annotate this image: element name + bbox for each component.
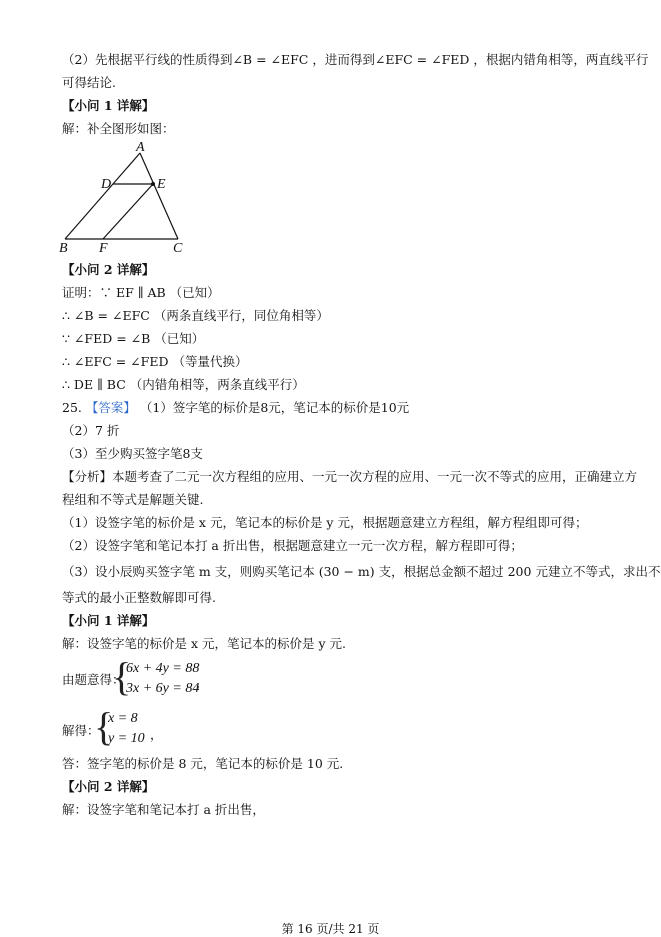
analysis-line-5: （3）设小辰购买签字笔 m 支，则购买笔记本 (30 − m) 支，根据总金额不超过 200 元建立不等式，求出不 (62, 564, 661, 579)
q1-solution: 解：补全图形如图： (62, 121, 175, 136)
s1-answer: 答：签字笔的标价是 8 元，笔记本的标价是 10 元. (62, 756, 344, 771)
proof-line-3: ∵ ∠FED = ∠B （已知） (62, 331, 205, 346)
proof-line-1: 证明：∵ EF ∥ AB （已知） (62, 285, 220, 300)
q25-answer-line (62, 400, 409, 416)
sol-comma: ， (150, 727, 163, 742)
s2-setup: 解：设签字笔和笔记本打 a 折出售， (62, 802, 265, 817)
s1-eq-label: 由题意得： (62, 672, 125, 687)
edge-ab (65, 153, 140, 239)
analysis-line-4: （2）设签字笔和笔记本打 a 折出售，根据题意建立一元一次方程，解方程即可得； (62, 538, 523, 553)
intro-line-1: （2）先根据平行线的性质得到∠B = ∠EFC ，进而得到∠EFC = ∠FED ，根据内错角相等，两直线平行 (62, 52, 649, 67)
proof-line-2: ∴ ∠B = ∠EFC （两条直线平行，同位角相等） (62, 308, 329, 323)
label-e: E (157, 177, 166, 192)
solution-y: y = 10 (108, 731, 145, 746)
heading-q1: 【小问 1 详解】 (62, 98, 155, 113)
edge-ac (140, 153, 178, 239)
equation-1: 6x + 4y = 88 (126, 661, 200, 676)
page-footer: 第 16 页/共 21 页 (281, 922, 380, 936)
label-b: B (59, 241, 68, 256)
triangle-figure (55, 138, 200, 256)
label-f: F (99, 241, 108, 256)
label-c: C (173, 241, 183, 256)
s1-setup: 解：设签字笔的标价是 x 元，笔记本的标价是 y 元. (62, 636, 346, 651)
q25-number: 25. (62, 400, 82, 415)
answer-3: （3）至少购买签字笔8支 (62, 446, 203, 461)
point-e-dot (151, 182, 155, 186)
s1-sol-label: 解得： (62, 723, 100, 738)
answer-tag: 【答案】 (85, 400, 136, 415)
analysis-line-6: 等式的最小正整数解即可得. (62, 590, 216, 605)
heading-q2: 【小问 2 详解】 (62, 262, 155, 277)
equation-2: 3x + 6y = 84 (126, 681, 200, 696)
heading-25-q2: 【小问 2 详解】 (62, 779, 155, 794)
analysis-line-2: 程组和不等式是解题关键. (62, 492, 204, 507)
proof-line-4: ∴ ∠EFC = ∠FED （等量代换） (62, 354, 248, 369)
segment-ef (103, 184, 153, 239)
proof-line-5: ∴ DE ∥ BC （内错角相等，两条直线平行） (62, 377, 305, 392)
eq-comma: ， (196, 675, 209, 690)
answer-1: （1）签字笔的标价是8元，笔记本的标价是10元 (139, 400, 410, 415)
left-brace-1: { (112, 654, 132, 699)
left-brace-2: { (94, 704, 114, 749)
label-a: A (136, 140, 145, 155)
analysis-line-3: （1）设签字笔的标价是 x 元，笔记本的标价是 y 元，根据题意建立方程组，解方程组即可得； (62, 515, 588, 530)
heading-25-q1: 【小问 1 详解】 (62, 613, 155, 628)
answer-2: （2）7 折 (62, 423, 120, 438)
label-d: D (101, 177, 112, 192)
analysis-line-1: 【分析】本题考查了二元一次方程组的应用、一元一次方程的应用、一元一次不等式的应用，正确建立方 (62, 469, 638, 484)
intro-line-2: 可得结论. (62, 75, 116, 90)
solution-x: x = 8 (108, 711, 138, 726)
